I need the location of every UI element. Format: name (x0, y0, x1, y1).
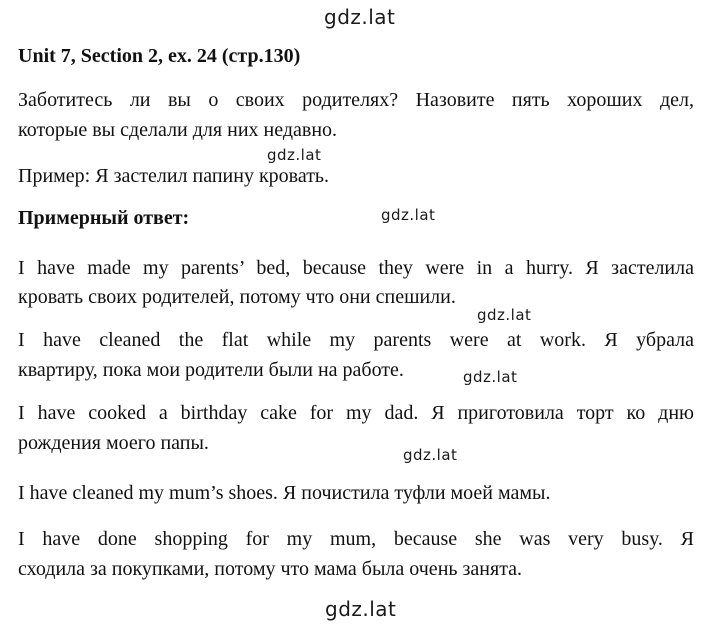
answer-4-line-1: I have cleaned my mum’s shoes. Я почистила туфли моей мамы. (18, 482, 551, 504)
watermark-bottom: gdz.lat (325, 597, 397, 621)
watermark-top: gdz.lat (324, 5, 396, 29)
answer-3-line-1: I have cooked a birthday cake for my dad. Я приготовила торт ко дню (18, 402, 694, 424)
answer-3-line-2: рождения моего папы. (18, 432, 209, 454)
exercise-heading: Unit 7, Section 2, ex. 24 (стр.130) (18, 45, 301, 67)
answer-label: Примерный ответ: (18, 207, 190, 229)
task-line-2: которые вы сделали для них недавно. (18, 119, 338, 141)
watermark: gdz.lat (381, 206, 436, 224)
watermark: gdz.lat (477, 306, 532, 324)
answer-2-line-2: квартиру, пока мои родители были на работе. (18, 359, 404, 381)
answer-5-line-1: I have done shopping for my mum, because she was very busy. Я (18, 528, 694, 550)
example-line: Пример: Я застелил папину кровать. (18, 165, 330, 187)
answer-2-line-1: I have cleaned the flat while my parents were at work. Я убрала (18, 329, 694, 351)
watermark: gdz.lat (267, 146, 322, 164)
watermark: gdz.lat (403, 446, 458, 464)
answer-1-line-2: кровать своих родителей, потому что они спешили. (18, 286, 456, 308)
answer-5-line-2: сходила за покупками, потому что мама была очень занята. (18, 558, 523, 580)
watermark: gdz.lat (463, 368, 518, 386)
task-line-1: Заботитесь ли вы о своих родителях? Назовите пять хороших дел, (18, 89, 694, 111)
answer-1-line-1: I have made my parents’ bed, because they were in a hurry. Я застелила (18, 257, 694, 279)
